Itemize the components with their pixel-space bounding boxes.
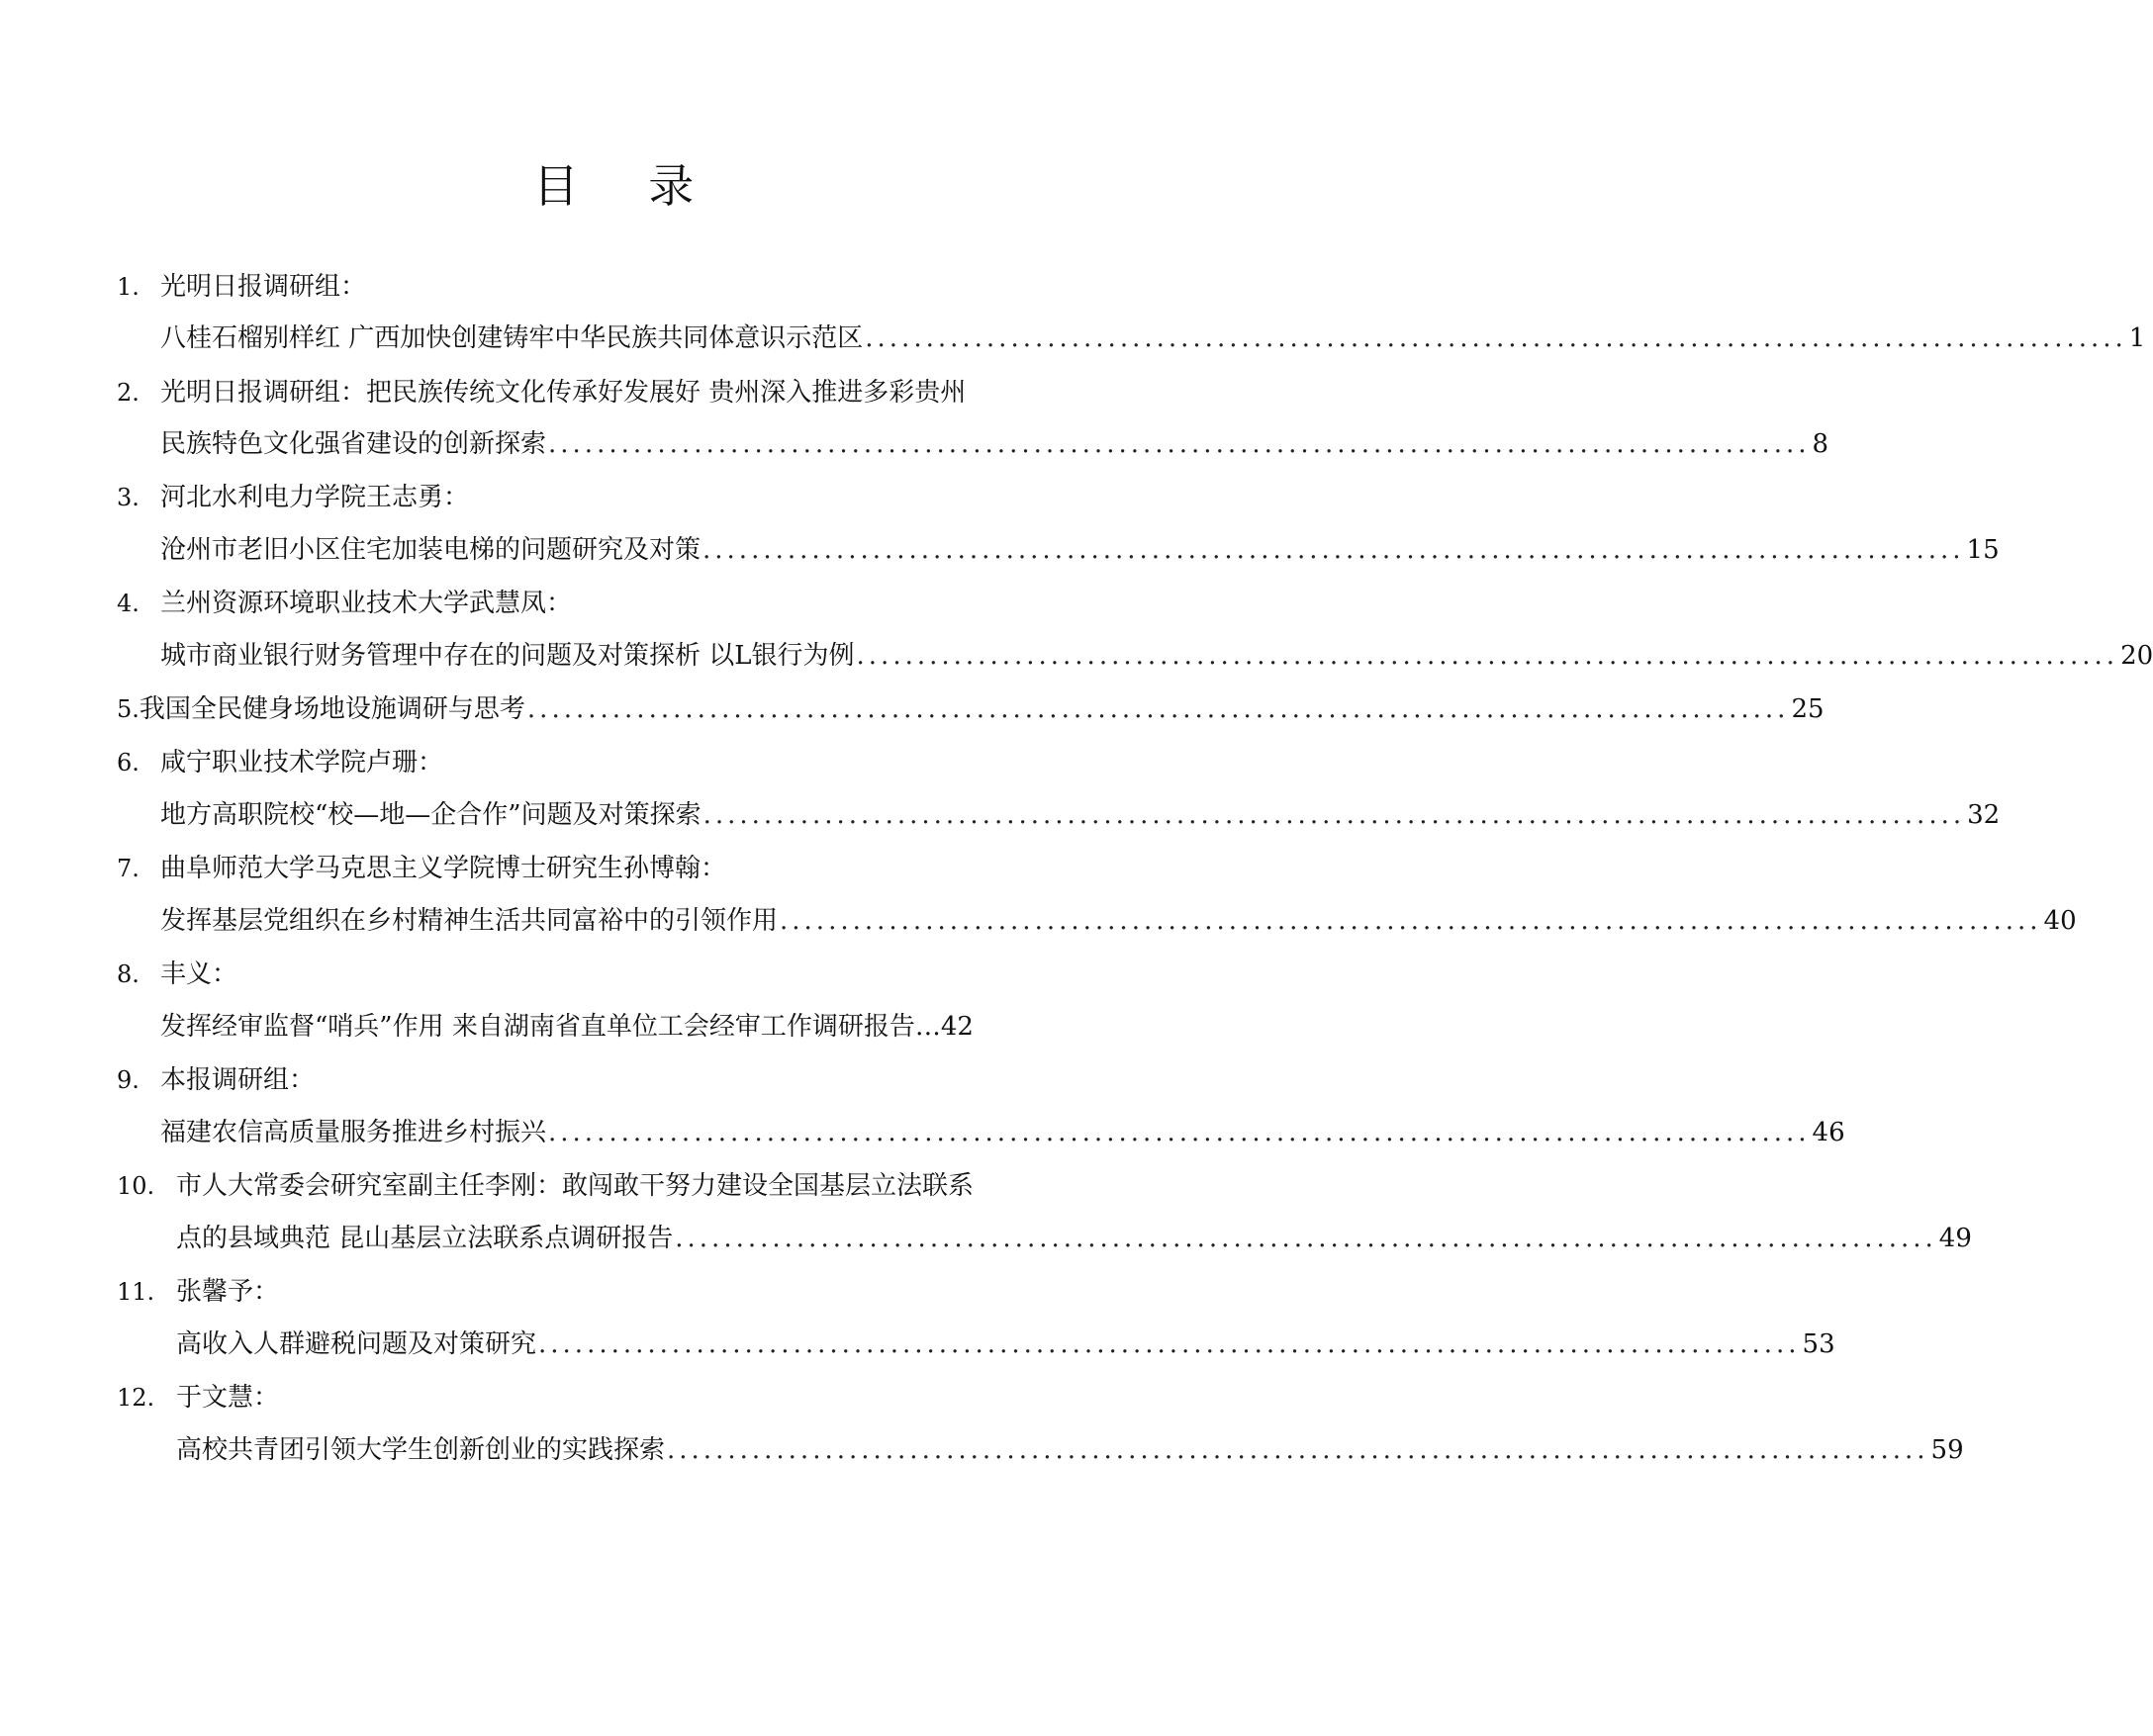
entry-author: 光明日报调研组： — [160, 272, 367, 302]
entry-number: 12. — [117, 1384, 155, 1412]
entry-title: 沧州市老旧小区住宅加装电梯的问题研究及对策 — [160, 535, 702, 565]
dot-leader: ........................................................................................................ — [702, 535, 1965, 565]
entry-title: 发挥基层党组织在乡村精神生活共同富裕中的引领作用 — [160, 906, 779, 936]
entry-number: 2. — [117, 379, 140, 407]
toc-entry-1-line1 — [117, 267, 1108, 307]
entry-author: 张馨予： — [176, 1277, 280, 1307]
toc-entry-7-line2[interactable] — [117, 901, 2077, 941]
toc-entry-12-line1 — [117, 1378, 1108, 1417]
toc-entry-10-line1 — [117, 1166, 1108, 1206]
entry-page-number: 42 — [940, 1012, 974, 1042]
entry-number: 11. — [117, 1278, 155, 1306]
entry-page-number: 25 — [1791, 694, 1825, 724]
entry-title: 民族特色文化强省建设的创新探索 — [160, 429, 547, 459]
entry-page-number: 49 — [1938, 1224, 1972, 1253]
entry-title: 地方高职院校“校—地—企合作”问题及对策探索 — [160, 800, 702, 830]
entry-page-number: 8 — [1812, 429, 1829, 459]
toc-entry-8-line1 — [117, 955, 1108, 994]
dot-leader: ........................................................................................................ — [548, 429, 1811, 459]
toc-entry-2-line1 — [117, 373, 1108, 412]
dot-leader: ........................................................................................................ — [702, 800, 1966, 830]
toc-entry-3-line1 — [117, 478, 1108, 517]
toc-entry-5[interactable] — [117, 689, 1825, 729]
toc-entry-9-line1 — [117, 1060, 1108, 1100]
entry-page-number: 20 — [2120, 641, 2153, 671]
entry-title: 高校共青团引领大学生创新创业的实践探索 — [176, 1435, 666, 1465]
entry-page-number: 15 — [1966, 535, 2000, 565]
entry-page-number: 53 — [1802, 1329, 1835, 1359]
toc-entry-9-line2[interactable] — [117, 1113, 1845, 1152]
entry-number: 3. — [117, 484, 140, 511]
dot-leader: ........................................................................................................ — [856, 641, 2119, 671]
entry-title: 城市商业银行财务管理中存在的问题及对策探析 以L银行为例 — [160, 641, 855, 671]
entry-author: 光明日报调研组：把民族传统文化传承好发展好 贵州深入推进多彩贵州 — [160, 378, 967, 408]
toc-entry-8-line2[interactable] — [117, 1007, 1152, 1047]
entry-page-number: 59 — [1930, 1435, 1964, 1465]
entry-title: 发挥经审监督“哨兵”作用 来自湖南省直单位工会经审工作调研报告… — [160, 1012, 941, 1042]
entry-number: 10. — [117, 1172, 155, 1200]
entry-number: 1. — [117, 273, 140, 301]
entry-page-number: 40 — [2043, 906, 2077, 936]
toc-entry-2-line2[interactable] — [117, 424, 1829, 464]
toc-entry-10-line2[interactable] — [117, 1219, 1972, 1258]
toc-entry-1-line2[interactable] — [117, 319, 2146, 358]
dot-leader: ........................................................................................................ — [526, 694, 1790, 724]
entry-title: 高收入人群避税问题及对策研究 — [176, 1329, 537, 1359]
toc-entry-4-line1 — [117, 584, 1108, 623]
entry-page-number: 32 — [1967, 800, 2001, 830]
dot-leader: ........................................................................................................ — [538, 1329, 1801, 1359]
entry-number: 7. — [117, 855, 140, 882]
entry-author: 兰州资源环境职业技术大学武慧凤： — [160, 589, 573, 618]
page-title: 目 录 — [532, 159, 722, 213]
entry-author: 丰义： — [160, 959, 238, 989]
toc-entry-12-line2[interactable] — [117, 1430, 1964, 1470]
entry-number: 4. — [117, 590, 140, 617]
entry-author: 河北水利电力学院王志勇： — [160, 483, 470, 512]
toc-entry-4-line2[interactable] — [117, 636, 2153, 676]
toc-entry-6-line1 — [117, 743, 1108, 782]
dot-leader: ........................................................................................................ — [865, 323, 2127, 353]
toc-entry-3-line2[interactable] — [117, 530, 2000, 570]
entry-title: 福建农信高质量服务推进乡村振兴 — [160, 1118, 547, 1147]
entry-author: 曲阜师范大学马克思主义学院博士研究生孙博翰： — [160, 854, 727, 883]
toc-entry-6-line2[interactable] — [117, 795, 2001, 835]
dot-leader: ........................................................................................................ — [667, 1435, 1929, 1465]
entry-title: 八桂石榴别样红 广西加快创建铸牢中华民族共同体意识示范区 — [160, 323, 864, 353]
entry-author: 市人大常委会研究室副主任李刚：敢闯敢干努力建设全国基层立法联系 — [176, 1171, 975, 1201]
entry-number: 6. — [117, 749, 140, 777]
dot-leader: ........................................................................................................ — [780, 906, 2042, 936]
entry-author: 咸宁职业技术学院卢珊： — [160, 748, 444, 777]
entry-page-number: 1 — [2128, 323, 2146, 353]
entry-author: 于文慧： — [176, 1383, 280, 1413]
entry-number: 9. — [117, 1066, 140, 1094]
entry-author: 本报调研组： — [160, 1065, 316, 1095]
entry-title: 我国全民健身场地设施调研与思考 — [139, 694, 525, 724]
toc-entry-11-line2[interactable] — [117, 1325, 1835, 1364]
toc-entry-11-line1 — [117, 1272, 1108, 1312]
entry-number: 5. — [117, 695, 140, 723]
entry-page-number: 46 — [1812, 1118, 1845, 1147]
dot-leader: ........................................................................................................ — [548, 1118, 1811, 1147]
entry-title: 点的县域典范 昆山基层立法联系点调研报告 — [176, 1224, 674, 1253]
dot-leader: ........................................................................................................ — [675, 1224, 1937, 1253]
entry-number: 8. — [117, 960, 140, 988]
toc-entry-7-line1 — [117, 849, 1108, 888]
